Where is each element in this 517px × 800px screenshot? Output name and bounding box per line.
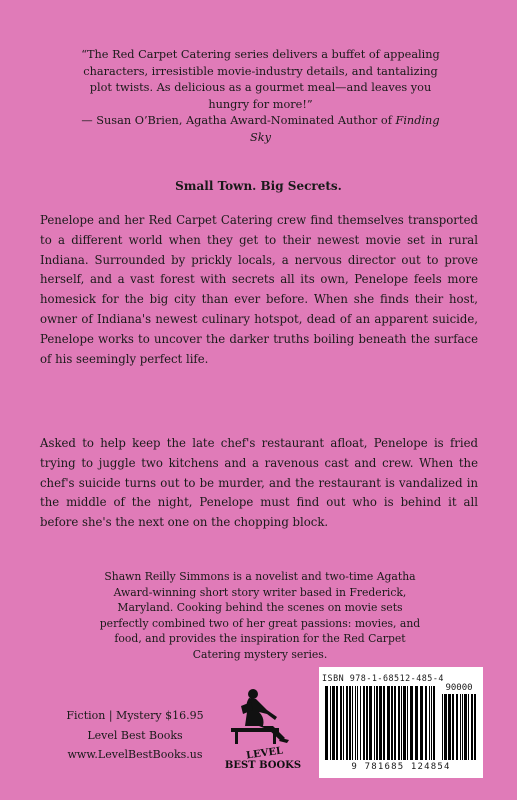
barcode-bar	[387, 686, 390, 760]
barcode-bar	[374, 686, 375, 760]
synopsis-paragraph-2: Asked to help keep the late chef's restaurant afloat, Penelope is fried trying to juggle two kitchens and a ravenous cast and crew. When the chef's suicide turns out to be murder, and the restaurant is vandalized in the middle of the night, Penelope must find out who is behind it all before she's the next one on the chopping block.	[40, 436, 478, 530]
barcode-bar	[355, 686, 356, 760]
isbn-label: ISBN 978-1-68512-485-4	[322, 673, 444, 683]
addon-barcode-bars	[442, 694, 476, 760]
barcode-bar	[410, 686, 413, 760]
barcode-bar	[415, 686, 418, 760]
barcode-bar	[346, 686, 348, 760]
barcode-bar	[444, 694, 447, 760]
addon-code: 90000	[445, 683, 473, 693]
barcode-bar	[330, 686, 331, 760]
barcode-bar	[407, 686, 408, 760]
barcode-bar	[474, 694, 476, 760]
barcode-bar	[403, 686, 406, 760]
author-bio: Shawn Reilly Simmons is a novelist and two-time Agatha Award-winning short story writer based in Frederick, Maryland. Cooking behind the scenes on movie sets perfectly combined two of her great passions: movies, and food, and provides the inspiration for the Red Carpet Catering mystery series.	[99, 570, 421, 661]
quote-text: “The Red Carpet Catering series delivers a buffet of appealing characters, irresistible movie-industry details, and tantalizing plot twists. As delicious as a gourmet meal—and leaves you hungry for more!”	[81, 48, 440, 111]
barcode-bar	[343, 686, 344, 760]
barcode-bar	[360, 686, 361, 760]
ean-digits: 9 781685 124854	[351, 762, 451, 772]
barcode-bar	[452, 694, 454, 760]
barcode-bar	[366, 686, 368, 760]
barcode-bar	[471, 694, 473, 760]
genre-price: Fiction | Mystery $16.95	[66, 709, 204, 722]
logo-line-1: LEVEL	[245, 745, 284, 762]
barcode-bar	[379, 686, 382, 760]
publisher-name: Level Best Books	[87, 728, 183, 742]
publisher-website: www.LevelBestBooks.us	[67, 748, 203, 761]
barcode-bar	[325, 686, 328, 760]
barcode-bar	[332, 686, 335, 760]
synopsis-paragraph-1: Penelope and her Red Carpet Catering crew find themselves transported to a different world when they get to their newest movie set in rural Indiana. Surrounded by prickly locals, a nervous director out to prove herself, and a vast forest with secrets all its own, Penelope feels more homesick for the big city than ever before. When she finds their host, owner of Indiana's newest culinary hotspot, dead of an apparent suicide, Penelope works to uncover the darker truths boiling beneath the surface of his seemingly perfect life.	[40, 213, 478, 366]
tagline-heading: Small Town. Big Secrets.	[175, 179, 342, 193]
barcode-bar	[369, 686, 372, 760]
barcode-bar	[352, 686, 353, 760]
logo-line-2: BEST BOOKS	[224, 760, 302, 771]
barcode-bar	[340, 686, 342, 760]
barcode-bar	[420, 686, 423, 760]
isbn-barcode	[319, 667, 483, 778]
barcode-bar	[398, 686, 400, 760]
attribution-book-title: Finding Sky	[250, 114, 440, 144]
barcode-bar	[431, 686, 432, 760]
attribution-author: — Susan O’Brien, Agatha Award-Nominated Author of	[81, 114, 396, 128]
barcode-bar	[357, 686, 358, 760]
barcode-bar	[433, 686, 435, 760]
ean-barcode-bars	[325, 686, 437, 760]
barcode-bar	[456, 694, 458, 760]
barcode-bar	[442, 694, 443, 760]
endorsement-quote	[78, 47, 443, 147]
barcode-bar	[464, 694, 467, 760]
barcode-bar	[429, 686, 430, 760]
barcode-bar	[363, 686, 365, 760]
barcode-bar	[383, 686, 385, 760]
publisher-info	[55, 706, 215, 765]
barcode-bar	[448, 694, 451, 760]
barcode-bar	[336, 686, 338, 760]
barcode-bar	[376, 686, 378, 760]
level-best-books-logo	[223, 686, 303, 771]
barcode-bar	[460, 694, 461, 760]
barcode-bar	[468, 694, 469, 760]
barcode-bar	[401, 686, 402, 760]
barcode-bar	[349, 686, 351, 760]
barcode-bar	[391, 686, 393, 760]
barcode-bar	[462, 694, 463, 760]
barcode-bar	[394, 686, 396, 760]
quote-attribution	[78, 113, 443, 146]
barcode-bar	[425, 686, 427, 760]
